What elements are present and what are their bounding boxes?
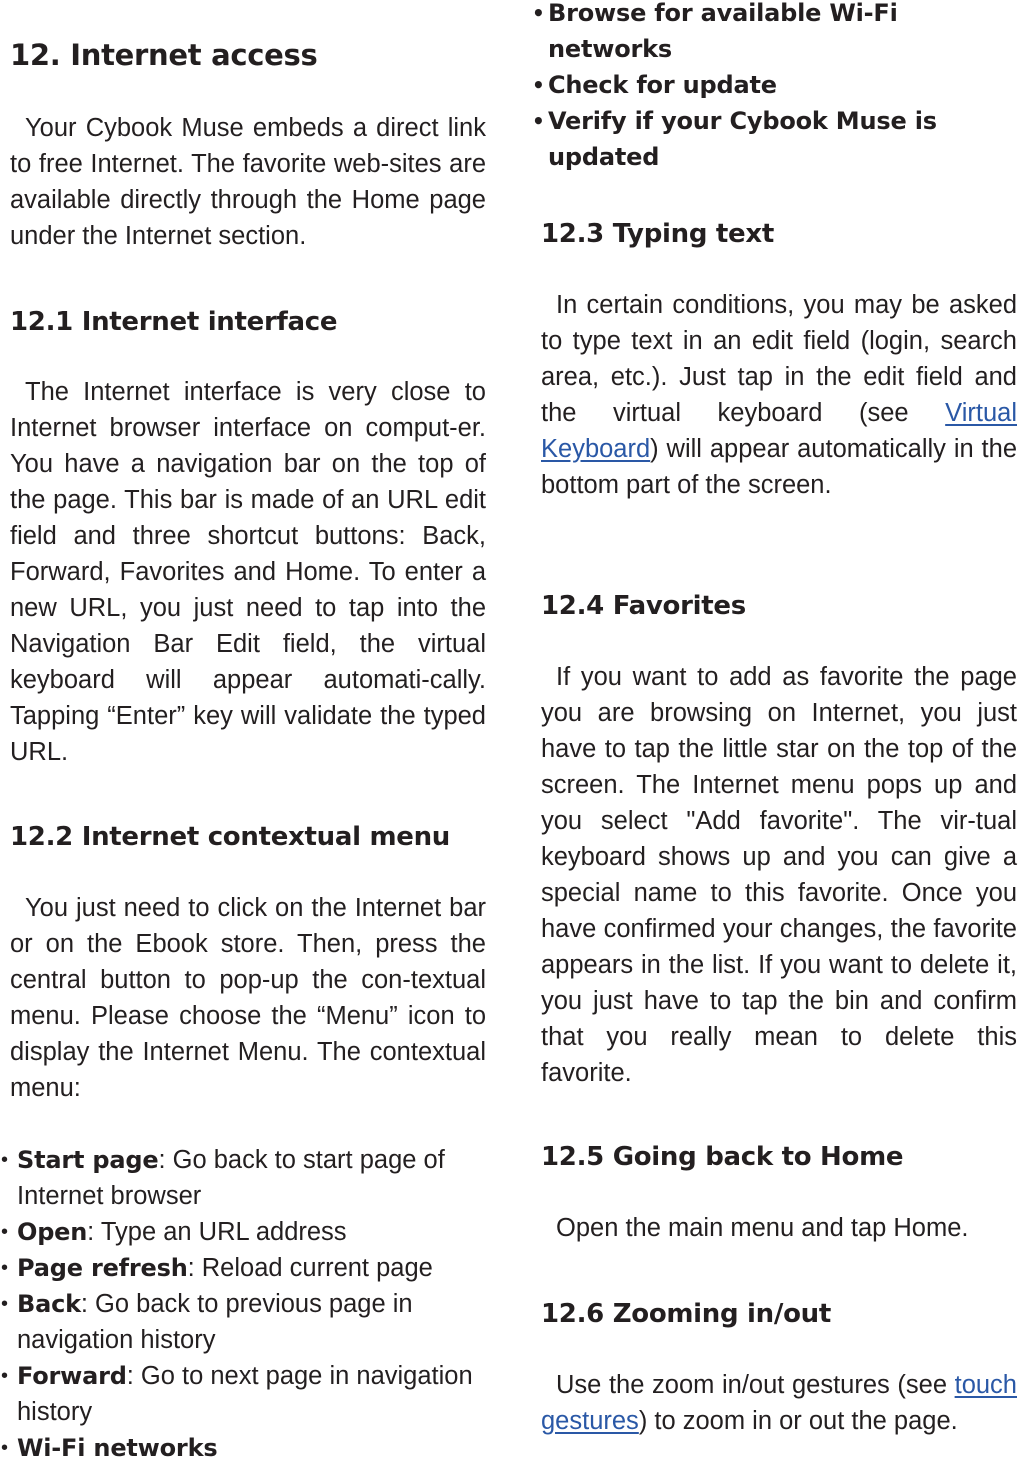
list-item-desc: : Reload current page xyxy=(187,1254,433,1282)
typing-text-after: ) will appear automatically in the bottom part of the screen. xyxy=(541,435,1017,499)
favorites-paragraph: If you want to add as favorite the page you are browsing on Internet, you just have to tap the little star on the top of the screen. The Internet menu pops up and you select "Add favorite". The vir-tual keyboard shows up and you can give a special name to this favorite. Once you have confirmed your changes, the favorite appears in the list. If you want to delete it, you just have to tap the bin and confirm that you really mean to delete this favorite. xyxy=(541,663,1017,1087)
list-item: • Check for update xyxy=(541,67,1017,103)
typing-text-paragraph xyxy=(541,287,1017,503)
list-item-desc: : Go back to previous page in navigation history xyxy=(17,1290,413,1354)
zooming-text-after: ) to zoom in or out the page. xyxy=(638,1407,958,1435)
list-item-term: Forward xyxy=(17,1362,127,1390)
list-item-term: Start page xyxy=(17,1146,159,1174)
contextual-menu-list-continued xyxy=(541,0,1017,175)
section-title-zooming: 12.6 Zooming in/out xyxy=(541,1299,831,1329)
zooming-paragraph xyxy=(541,1367,1017,1439)
list-item-term: Open xyxy=(17,1218,88,1246)
typing-text-before: In certain conditions, you may be asked to type text in an edit field (login, search area, etc.). Just tap in the edit field and the virtual keyboard (see xyxy=(541,291,1017,427)
section-title-going-home: 12.5 Going back to Home xyxy=(541,1142,904,1172)
section-title-typing-text: 12.3 Typing text xyxy=(541,219,774,249)
section-title-favorites: 12.4 Favorites xyxy=(541,591,746,621)
contextual-menu-list xyxy=(10,1142,486,1466)
touch-gestures-link[interactable]: touch gestures xyxy=(541,1371,1017,1435)
list-item-term: Page refresh xyxy=(17,1254,188,1282)
zooming-text-before: Use the zoom in/out gestures (see xyxy=(556,1371,955,1399)
section-title-internet-interface: 12.1 Internet interface xyxy=(10,307,338,337)
list-item-desc: : Go back to start page of Internet browser xyxy=(17,1146,445,1210)
list-item: • Verify if your Cybook Muse is updated xyxy=(541,103,1017,175)
list-item xyxy=(10,1286,486,1358)
list-item-term: Back xyxy=(17,1290,81,1318)
section-title-internet-access: 12. Internet access xyxy=(10,38,318,72)
section-title-contextual-menu: 12.2 Internet contextual menu xyxy=(10,822,451,852)
internet-interface-paragraph: The Internet interface is very close to Internet browser interface on comput-er. You have a navigation bar on the top of the page. This bar is made of an URL edit field and three shortcut buttons: Back, Forward, Favorites and Home. To enter a new URL, you just need to tap into the Navigation Bar Edit field, the virtual keyboard will appear automati-cally. Tapping “Enter” key will validate the typed URL. xyxy=(10,378,486,766)
virtual-keyboard-link[interactable]: Virtual Keyboard xyxy=(541,399,1017,463)
list-item xyxy=(10,1142,486,1214)
list-item: • Browse for available Wi-Fi networks xyxy=(541,0,1017,67)
list-item xyxy=(10,1214,486,1250)
contextual-menu-paragraph: You just need to click on the Internet bar or on the Ebook store. Then, press the central button to pop-up the con-textual menu. Please choose the “Menu” icon to display the Internet Menu. The contextual menu: xyxy=(10,894,486,1102)
list-item xyxy=(10,1358,486,1430)
list-item xyxy=(10,1250,486,1286)
list-item-term: Wi-Fi networks xyxy=(17,1434,218,1462)
intro-paragraph: Your Cybook Muse embeds a direct link to free Internet. The favorite web-sites are available directly through the Home page under the Internet section. xyxy=(10,114,486,250)
going-home-paragraph: Open the main menu and tap Home. xyxy=(556,1214,969,1242)
list-item-desc: : Type an URL address xyxy=(87,1218,347,1246)
list-item-desc: : Go to next page in navigation history xyxy=(17,1362,473,1426)
list-item xyxy=(10,1430,486,1466)
